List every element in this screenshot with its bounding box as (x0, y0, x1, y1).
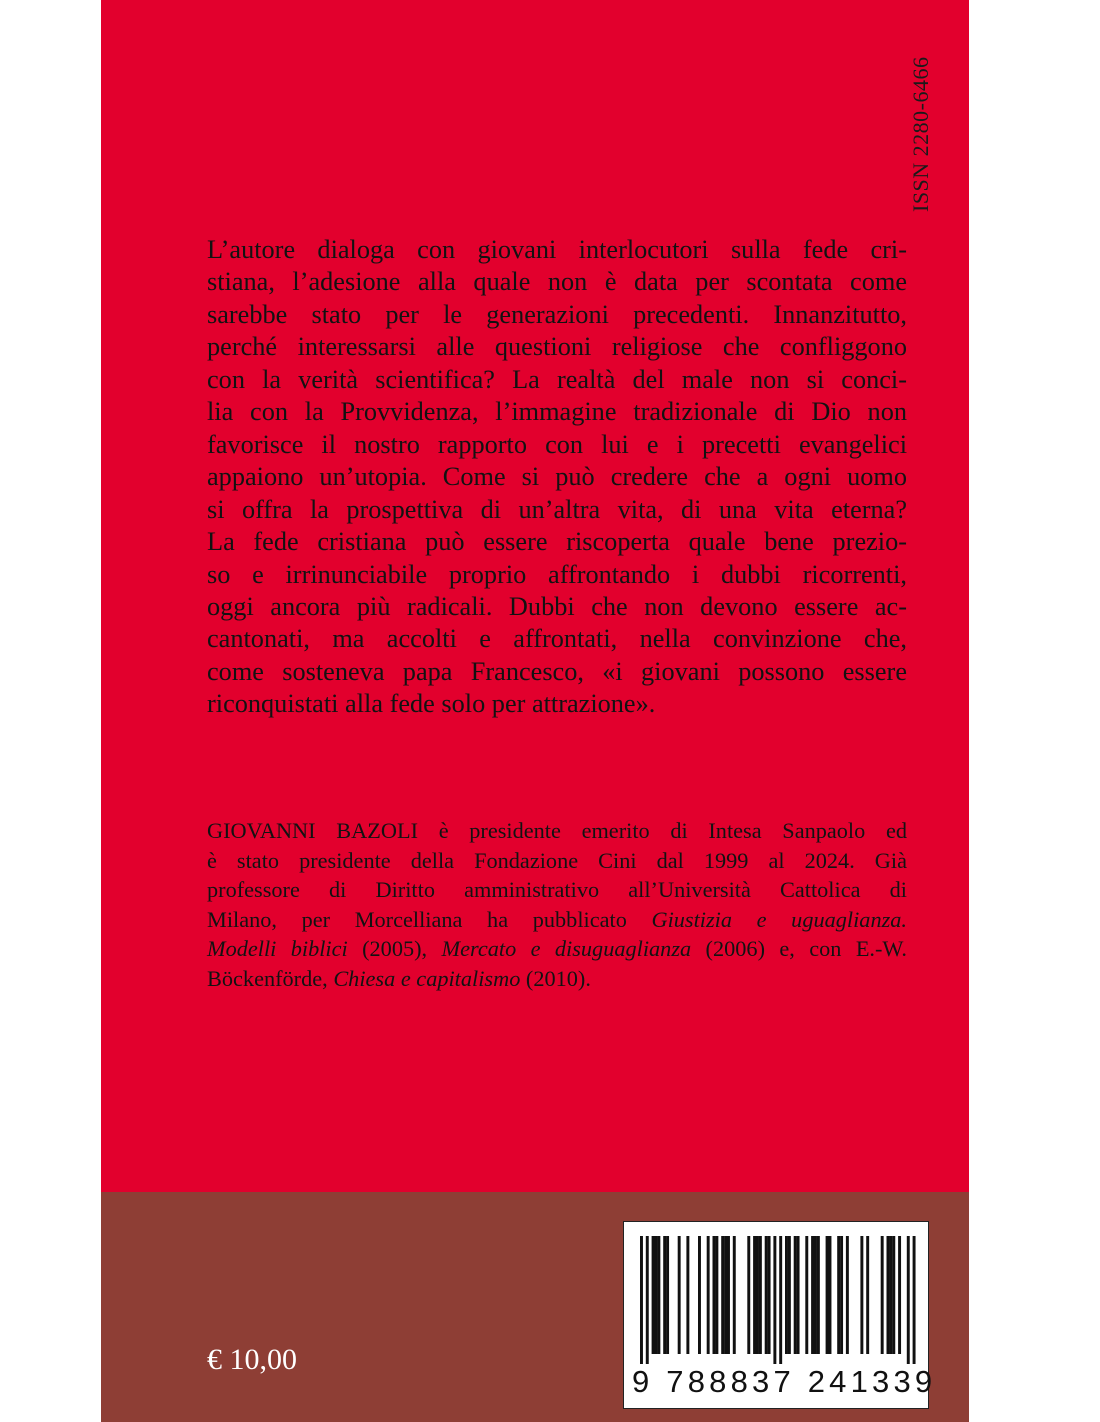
barcode-bar (713, 1236, 716, 1354)
bio-line (207, 964, 907, 994)
book-title: Giustizia e uguaglianza. (651, 906, 907, 932)
barcode-bar (788, 1236, 791, 1354)
bio-line: GIOVANNI BAZOLI è presidente emerito di Intesa Sanpaolo ed (207, 818, 907, 843)
bio-line (207, 934, 907, 964)
barcode-bar (768, 1236, 771, 1354)
barcode-bar (727, 1236, 730, 1354)
blurb-line: L’autore dialoga con giovani interlocutori sulla fede cri- (207, 235, 907, 264)
bio-line (207, 905, 907, 935)
bio-text: (2005), (347, 936, 442, 962)
barcode-bar (663, 1236, 666, 1354)
barcode-bar (826, 1236, 829, 1354)
barcode-bar (846, 1236, 849, 1354)
barcode-bar (698, 1236, 701, 1354)
barcode-bar (785, 1236, 788, 1354)
barcode-bar (907, 1236, 910, 1364)
blurb-line: favorisce il nostro rapporto con lui e i precetti evangelici (207, 429, 907, 459)
barcode-bar (814, 1236, 817, 1354)
barcode-bar (913, 1236, 916, 1364)
barcode-bar (889, 1236, 892, 1354)
barcode-bar (721, 1236, 724, 1354)
barcode-bar (794, 1236, 797, 1354)
blurb-text (207, 234, 907, 721)
barcode-bar (829, 1236, 832, 1354)
blurb-line: La fede cristiana può essere riscoperta quale bene prezio- (207, 527, 907, 557)
blurb-line: riconquistati alla fede solo per attrazione». (207, 689, 656, 719)
barcode-bar (811, 1236, 814, 1354)
barcode-bar (646, 1236, 649, 1364)
barcode-bar (733, 1236, 736, 1354)
barcode-bar (715, 1236, 718, 1354)
author-bio (207, 816, 907, 994)
book-title: Chiesa e capitalismo (333, 965, 521, 991)
bio-text: (2006) e, con E.-W. (691, 936, 908, 962)
barcode-bar (747, 1236, 750, 1354)
barcode-bar (860, 1236, 863, 1354)
issn-label: ISSN 2280-6466 (908, 56, 933, 212)
barcode-bar (892, 1236, 895, 1354)
bio-line: è stato presidente della Fondazione Cini dal 1999 al 2024. Già (207, 847, 907, 873)
bio-text: Böckenförde, (207, 965, 334, 991)
bio-text: Milano, per Morcelliana ha pubblicato (207, 906, 652, 932)
blurb-line: oggi ancora più radicali. Dubbi che non devono essere ac- (207, 591, 907, 621)
barcode-number: 9 788837 241339 (632, 1364, 937, 1399)
barcode-bar (686, 1236, 689, 1354)
blurb-line: appaiono un’utopia. Come si può credere che a ogni uomo (207, 462, 907, 492)
book-title: Modelli biblici (207, 936, 348, 962)
barcode-bar (678, 1236, 681, 1354)
bio-line: professore di Diritto amministrativo all’Università Cattolica di (207, 877, 907, 903)
blurb-line: si offra la prospettiva di un’altra vita, di una vita eterna? (207, 494, 907, 524)
book-title: Mercato e disuguaglianza (441, 936, 692, 962)
blurb-line: stiana, l’adesione alla quale non è data per scontata come (207, 267, 907, 297)
blurb-line: so e irrinunciabile proprio affrontando i dubbi ricorrenti, (207, 559, 907, 589)
barcode-bar (837, 1236, 840, 1354)
barcode-bar (666, 1236, 669, 1354)
barcode-bar (753, 1236, 756, 1354)
barcode-bar (707, 1236, 710, 1354)
barcode-bar (655, 1236, 658, 1354)
barcode-bar (724, 1236, 727, 1354)
blurb-line: cantonati, ma accolti e affrontati, nella convinzione che, (207, 624, 907, 654)
barcode-bar (773, 1236, 776, 1364)
barcode-bar (805, 1236, 808, 1354)
blurb-line: lia con la Provvidenza, l’immagine tradizionale di Dio non (207, 397, 907, 427)
barcode (623, 1221, 937, 1409)
barcode-bar (759, 1236, 762, 1354)
barcode-bar (797, 1236, 800, 1354)
blurb-line: sarebbe stato per le generazioni precedenti. Innanzitutto, (207, 299, 907, 329)
barcode-bar (817, 1236, 820, 1354)
barcode-bar (887, 1236, 890, 1354)
blurb-line: perché interessarsi alle questioni religiose che confliggono (207, 332, 907, 362)
barcode-bar (657, 1236, 660, 1354)
blurb-line: con la verità scientifica? La realtà del male non si conci- (207, 364, 907, 394)
barcode-bar (866, 1236, 869, 1354)
barcode-bar (898, 1236, 901, 1354)
barcode-bar (640, 1236, 643, 1364)
barcode-bar (765, 1236, 768, 1354)
bio-text: (2010). (520, 965, 591, 991)
barcode-bar (756, 1236, 759, 1354)
barcode-bar (881, 1236, 884, 1354)
price-label: € 10,00 (207, 1343, 297, 1376)
barcode-bar (779, 1236, 782, 1364)
barcode-bar (652, 1236, 655, 1354)
blurb-line: come sosteneva papa Francesco, «i giovani possono essere (207, 656, 907, 686)
barcode-bar (840, 1236, 843, 1354)
